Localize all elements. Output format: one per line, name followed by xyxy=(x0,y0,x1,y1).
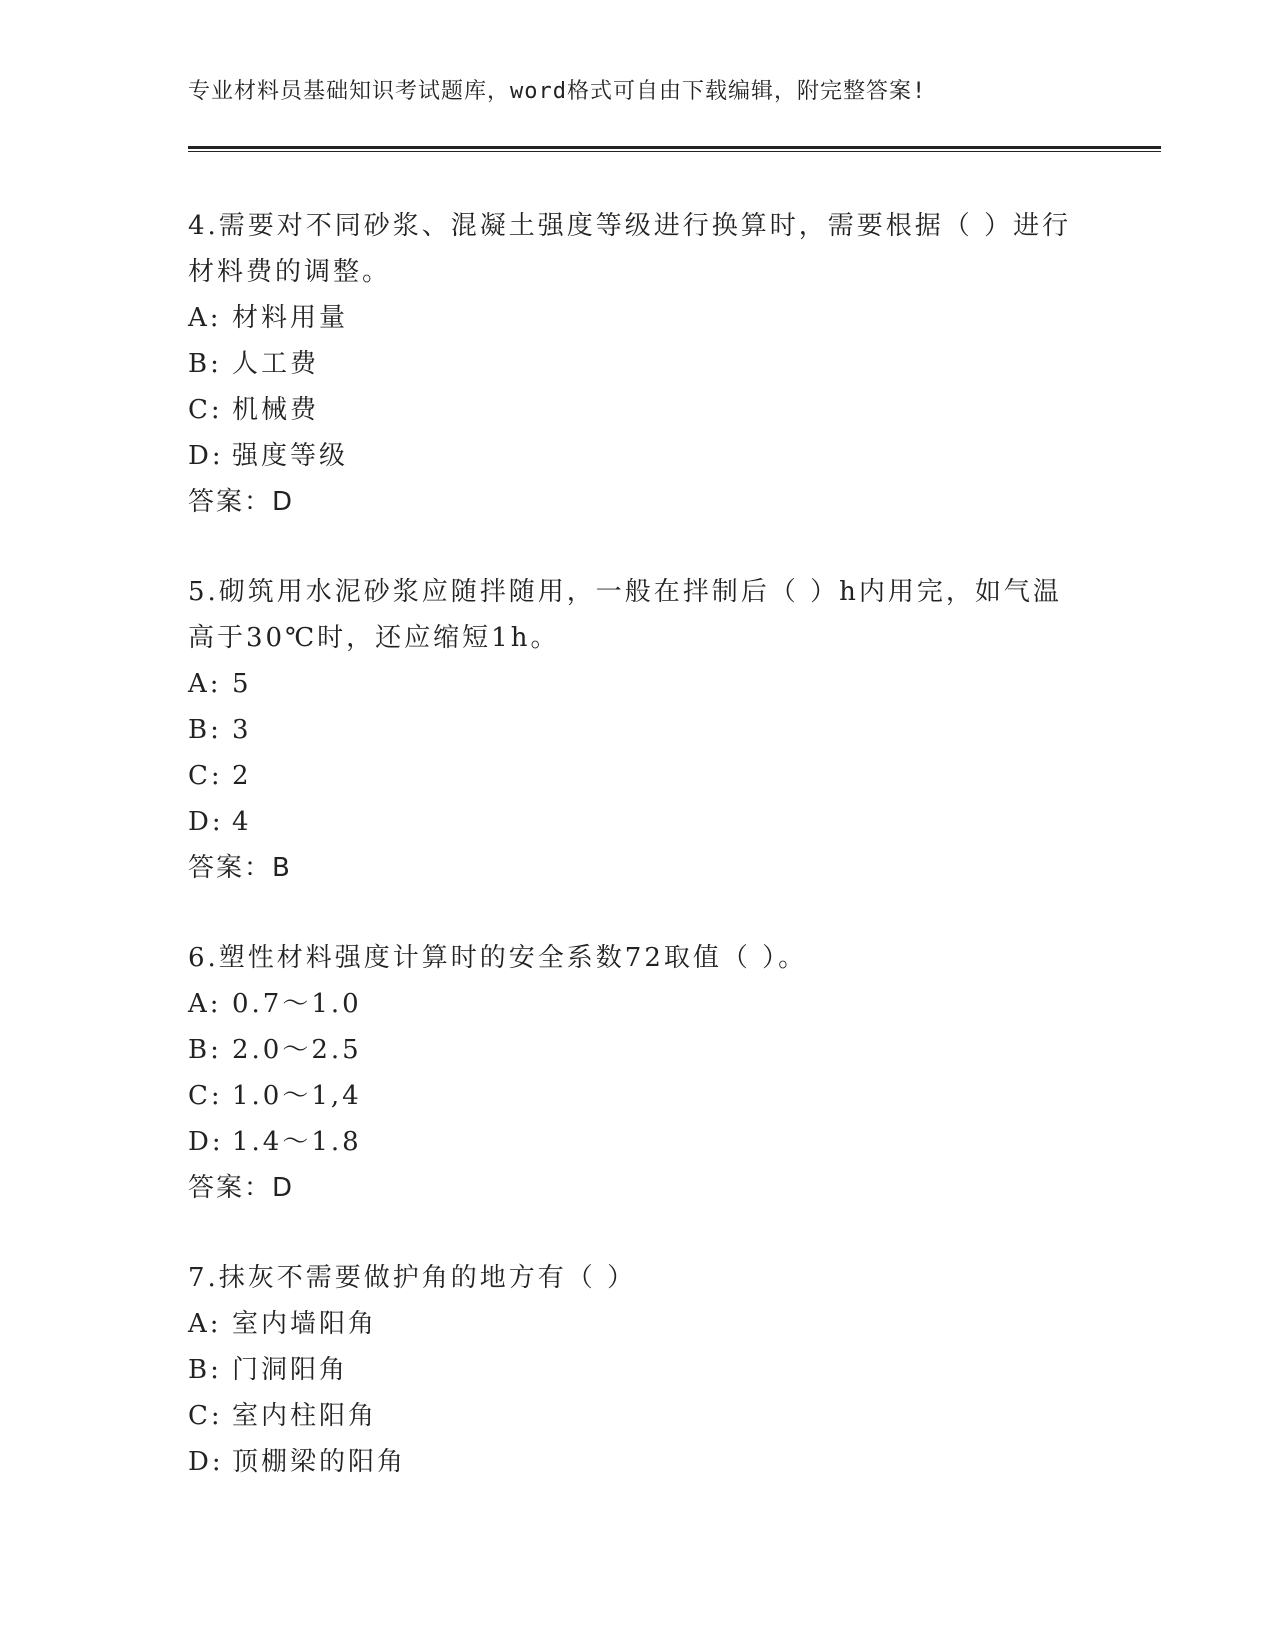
option-text: 室内墙阳角 xyxy=(232,1309,378,1339)
option-letter: C: xyxy=(188,1401,223,1431)
option-text: 0.7～1.0 xyxy=(232,989,362,1019)
option-text: 2.0～2.5 xyxy=(232,1035,362,1065)
question-stem: 5.砌筑用水泥砂浆应随拌随用，一般在拌制后（ ）h内用完，如气温高于30℃时，还应缩短1h。 xyxy=(188,577,1062,653)
option-letter: D: xyxy=(188,441,224,471)
option-c xyxy=(188,1073,1088,1119)
option-letter: A: xyxy=(188,1309,222,1339)
question-4 xyxy=(188,203,1088,525)
question-7 xyxy=(188,1255,1088,1485)
option-text: 1.0～1,4 xyxy=(232,1081,362,1111)
option-a xyxy=(188,981,1088,1027)
option-b xyxy=(188,1027,1088,1073)
option-a xyxy=(188,295,1088,341)
option-letter: D: xyxy=(188,1447,224,1477)
question-stem: 4.需要对不同砂浆、混凝土强度等级进行换算时，需要根据（ ）进行材料费的调整。 xyxy=(188,211,1072,287)
option-a xyxy=(188,1301,1088,1347)
option-c xyxy=(188,1393,1088,1439)
header-divider-thin xyxy=(188,151,1161,152)
option-c xyxy=(188,753,1088,799)
option-d xyxy=(188,799,1088,845)
option-text: 2 xyxy=(232,761,252,791)
option-d xyxy=(188,1439,1088,1485)
option-letter: C: xyxy=(188,395,223,425)
option-b xyxy=(188,1347,1088,1393)
option-letter: B: xyxy=(188,349,222,379)
option-text: 1.4～1.8 xyxy=(232,1127,362,1157)
option-b xyxy=(188,707,1088,753)
option-text: 室内柱阳角 xyxy=(232,1401,378,1431)
option-d xyxy=(188,1119,1088,1165)
option-letter: B: xyxy=(188,1035,222,1065)
question-stem: 7.抹灰不需要做护角的地方有（ ） xyxy=(188,1263,637,1293)
option-letter: B: xyxy=(188,1355,222,1385)
option-text: 顶棚梁的阳角 xyxy=(232,1447,407,1477)
option-d xyxy=(188,433,1088,479)
option-letter: C: xyxy=(188,761,223,791)
option-text: 门洞阳角 xyxy=(232,1355,349,1385)
header-divider-thick xyxy=(188,146,1161,149)
option-letter: D: xyxy=(188,1127,224,1157)
option-letter: A: xyxy=(188,989,222,1019)
option-text: 4 xyxy=(232,807,252,837)
option-letter: A: xyxy=(188,303,222,333)
option-letter: D: xyxy=(188,807,224,837)
option-b xyxy=(188,341,1088,387)
option-text: 5 xyxy=(232,669,252,699)
answer-line: 答案：B xyxy=(188,853,292,883)
option-text: 机械费 xyxy=(232,395,320,425)
question-6 xyxy=(188,935,1088,1211)
option-letter: C: xyxy=(188,1081,223,1111)
option-text: 3 xyxy=(232,715,252,745)
option-text: 人工费 xyxy=(232,349,320,379)
question-5 xyxy=(188,569,1088,891)
option-text: 强度等级 xyxy=(232,441,349,471)
option-text: 材料用量 xyxy=(232,303,349,333)
page-header: 专业材料员基础知识考试题库，word格式可自由下载编辑，附完整答案! xyxy=(188,79,927,104)
question-stem: 6.塑性材料强度计算时的安全系数72取值（ ）。 xyxy=(188,943,808,973)
answer-line: 答案：D xyxy=(188,1173,295,1203)
option-a xyxy=(188,661,1088,707)
option-c xyxy=(188,387,1088,433)
option-letter: B: xyxy=(188,715,222,745)
answer-line: 答案：D xyxy=(188,487,295,517)
option-letter: A: xyxy=(188,669,222,699)
